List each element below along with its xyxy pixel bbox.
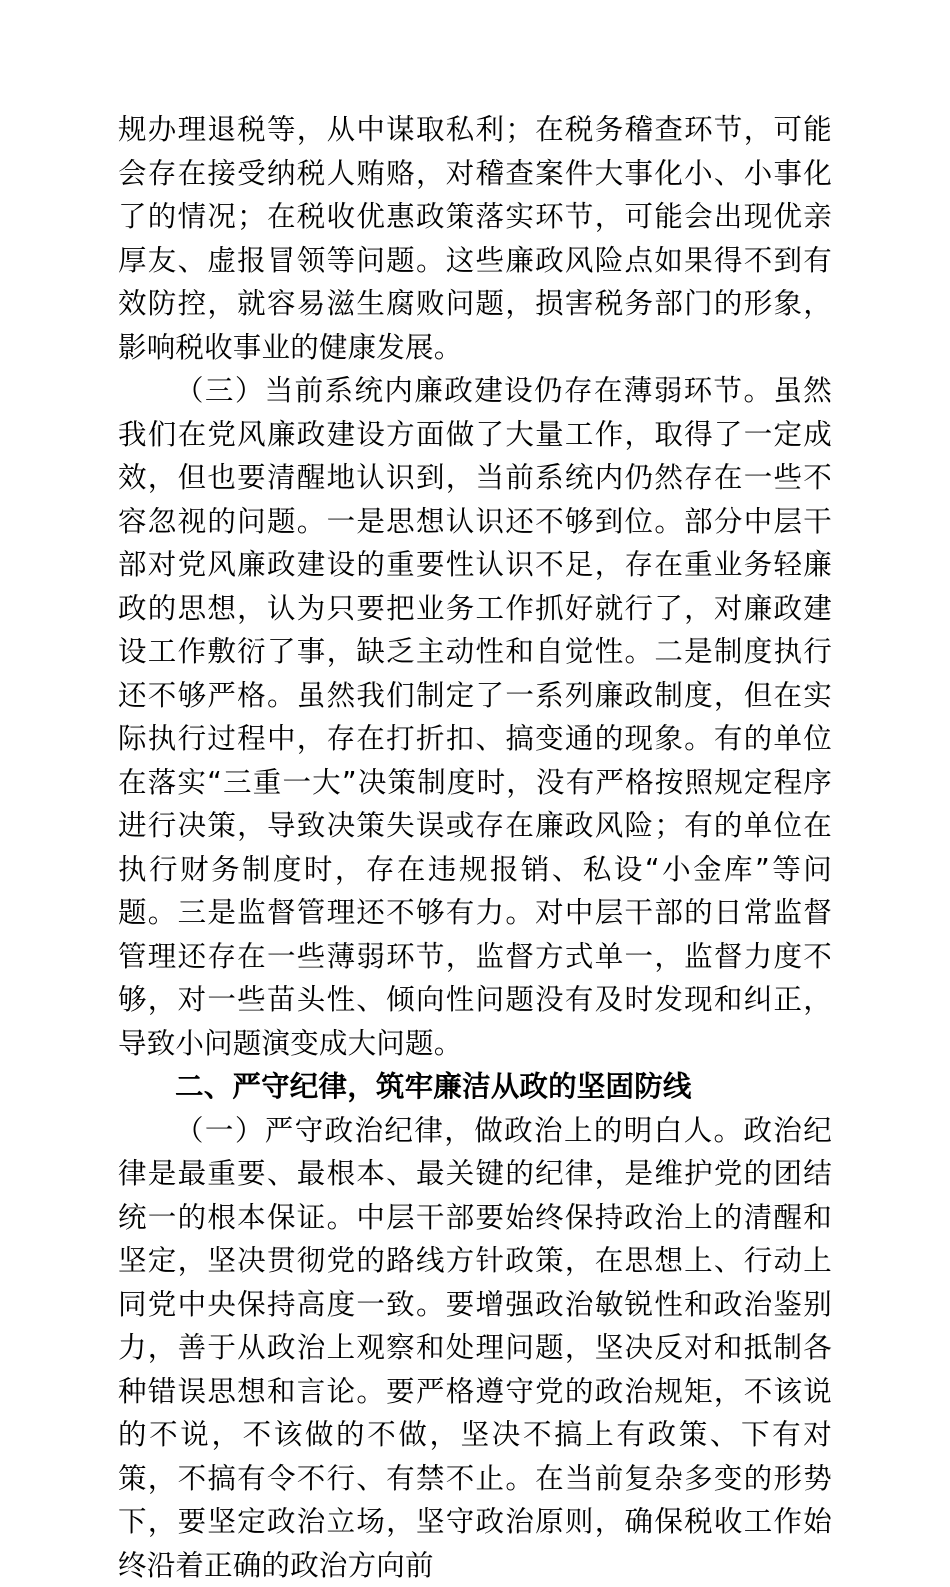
paragraph-section-three: （三）当前系统内廉政建设仍存在薄弱环节。虽然我们在党风廉政建设方面做了大量工作，取得了一定成效，但也要清醒地认识到，当前系统内仍然存在一些不容忽视的问题。一是思想认识还不够到位。部分中层干部对党风廉政建设的重要性认识不足，存在重业务轻廉政的思想，认为只要把业务工作抓好就行了，对廉政建设工作敷衍了事，缺乏主动性和自觉性。二是制度执行还不够严格。虽然我们制定了一系列廉政制度，但在实际执行过程中，存在打折扣、搞变通的现象。有的单位在落实“三重一大”决策制度时，没有严格按照规定程序进行决策，导致决策失误或存在廉政风险；有的单位在执行财务制度时，存在违规报销、私设“小金库”等问题。三是监督管理还不够有力。对中层干部的日常监督管理还存在一些薄弱环节，监督方式单一，监督力度不够，对一些苗头性、倾向性问题没有及时发现和纠正，导致小问题演变成大问题。 — [118, 369, 832, 1065]
paragraph-subsection-one: （一）严守政治纪律，做政治上的明白人。政治纪律是最重要、最根本、最关键的纪律，是维护党的团结统一的根本保证。中层干部要始终保持政治上的清醒和坚定，坚决贯彻党的路线方针政策，在思想上、行动上同党中央保持高度一致。要增强政治敏锐性和政治鉴别力，善于从政治上观察和处理问题，坚决反对和抵制各种错误思想和言论。要严格遵守党的政治规矩，不该说的不说，不该做的不做，坚决不搞上有政策、下有对策，不搞有令不行、有禁不止。在当前复杂多变的形势下，要坚定政治立场，坚守政治原则，确保税收工作始终沿着正确的政治方向前 — [118, 1109, 832, 1587]
heading-section-two: 二、严守纪律，筑牢廉洁从政的坚固防线 — [118, 1065, 832, 1109]
document-body — [118, 108, 832, 1587]
paragraph-continued: 规办理退税等，从中谋取私利；在税务稽查环节，可能会存在接受纳税人贿赂，对稽查案件大事化小、小事化了的情况；在税收优惠政策落实环节，可能会出现优亲厚友、虚报冒领等问题。这些廉政风险点如果得不到有效防控，就容易滋生腐败问题，损害税务部门的形象，影响税收事业的健康发展。 — [118, 108, 832, 369]
